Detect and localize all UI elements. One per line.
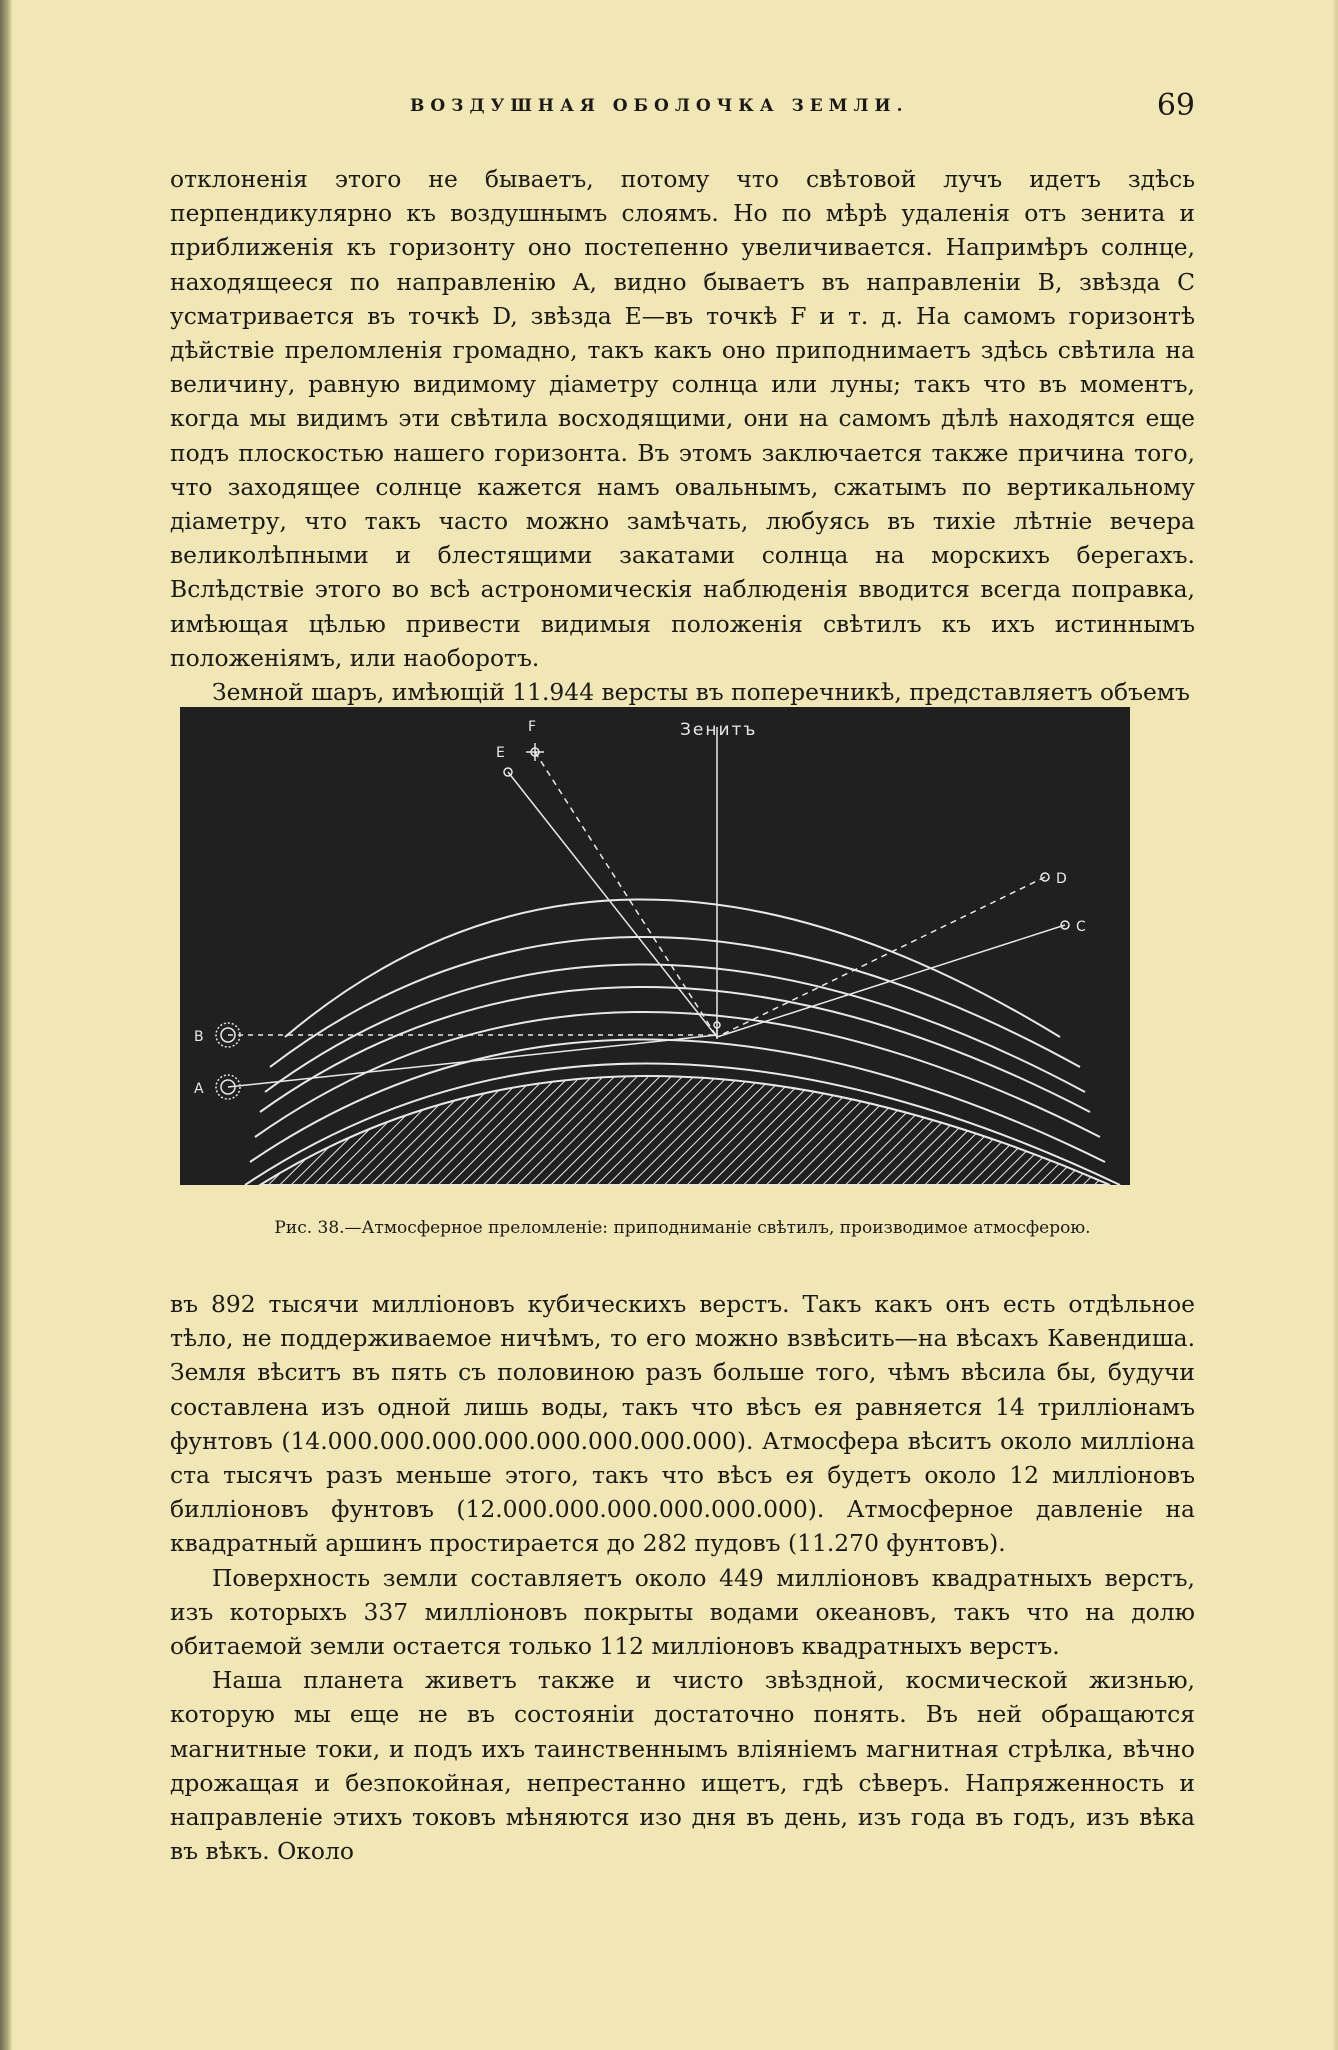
ray-F	[535, 752, 717, 1037]
label-B: B	[194, 1029, 204, 1045]
refraction-diagram	[180, 707, 1130, 1185]
star-F-icon	[526, 743, 544, 761]
earth-surface	[260, 1076, 1110, 1185]
page-edge	[1332, 0, 1338, 2050]
ray-E	[508, 772, 717, 1037]
label-C: C	[1076, 919, 1086, 935]
paragraph: въ 892 тысячи милліоновъ кубическихъ верстъ. Такъ какъ онъ есть отдѣльное тѣло, не поддерживаемое ничѣмъ, то его можно взвѣсить—на вѣсахъ Кавендиша. Земля вѣситъ въ пять съ половиною разъ больше того, чѣмъ вѣсила бы, будучи составлена изъ одной лишь воды, такъ что вѣсъ ея равняется 14 трилліонамъ фунтовъ (14.000.000.000.000.000.000.000.000). Атмосфера вѣситъ около милліона ста тысячъ разъ меньше этого, такъ что вѣсъ ея будетъ около 12 милліоновъ билліоновъ фунтовъ (12.000.000.000.000.000.000). Атмосферное давленіе на квадратный аршинъ простирается до 282 пудовъ (11.270 фунтовъ).	[170, 1290, 1195, 1558]
figure-caption: Рис. 38.—Атмосферное преломленіе: приподниманіе свѣтилъ, производимое атмосферою.	[274, 1218, 1091, 1238]
page-number: 69	[1156, 88, 1195, 123]
paragraph: Земной шаръ, имѣющій 11.944 версты въ поперечникѣ, представляетъ объемъ	[212, 678, 1190, 707]
text-block-bottom	[170, 1287, 1195, 1868]
label-E: E	[496, 745, 505, 761]
paragraph: Наша планета живетъ также и чисто звѣздной, космической жизнью, которую мы еще не въ состояніи достаточно понять. Въ ней обращаются магнитные токи, и подъ ихъ таинственнымъ вліяніемъ магнитная стрѣлка, вѣчно дрожащая и безпокойная, непрестанно ищетъ, гдѣ сѣверъ. Напряженность и направленіе этихъ токовъ мѣняются изо дня въ день, изъ года въ годъ, изъ вѣка въ вѣкъ. Около	[170, 1666, 1195, 1866]
page-header	[170, 88, 1195, 128]
paragraph: отклоненія этого не бываетъ, потому что свѣтовой лучъ идетъ здѣсь перпендикулярно къ воздушнымъ слоямъ. Но по мѣрѣ удаленія отъ зенита и приближенія къ горизонту оно постепенно увеличивается. Напримѣръ солнце, находящееся по направленію A, видно бываетъ въ направленіи B, звѣзда C усматривается въ точкѣ D, звѣзда E—въ точкѣ F и т. д. На самомъ горизонтѣ дѣйствіе преломленія громадно, такъ какъ оно приподнимаетъ здѣсь свѣтила на величину, равную видимому діаметру солнца или луны; такъ что въ моментъ, когда мы видимъ эти свѣтила восходящими, они на самомъ дѣлѣ находятся еще подъ плоскостью нашего горизонта. Въ этомъ заключается также причина того, что заходящее солнце кажется намъ овальнымъ, сжатымъ по вертикальному діаметру, что такъ часто можно замѣчать, любуясь въ тихіе лѣтніе вечера великолѣпными и блестящими закатами солнца на морскихъ берегахъ. Вслѣдствіе этого во всѣ астрономическія наблюденія вводится всегда поправка, имѣющая цѣлью привести видимыя положенія свѣтилъ къ ихъ истиннымъ положеніямъ, или наоборотъ.	[170, 165, 1195, 672]
running-title: ВОЗДУШНАЯ ОБОЛОЧКА ЗЕМЛИ.	[410, 96, 909, 116]
label-A: A	[194, 1081, 204, 1097]
label-F: F	[528, 719, 537, 735]
book-spine	[0, 0, 12, 2050]
ray-C	[717, 925, 1065, 1037]
ray-D	[717, 877, 1045, 1037]
paragraph: Поверхность земли составляетъ около 449 милліоновъ квадратныхъ верстъ, изъ которыхъ 337 милліоновъ покрыты водами океановъ, такъ что на долю обитаемой земли остается только 112 милліоновъ квадратныхъ верстъ.	[170, 1563, 1195, 1661]
text-block-top	[170, 162, 1195, 709]
label-D: D	[1056, 871, 1067, 887]
zenith-label: Зенитъ	[680, 720, 758, 740]
figure-atmospheric-refraction	[180, 707, 1130, 1185]
